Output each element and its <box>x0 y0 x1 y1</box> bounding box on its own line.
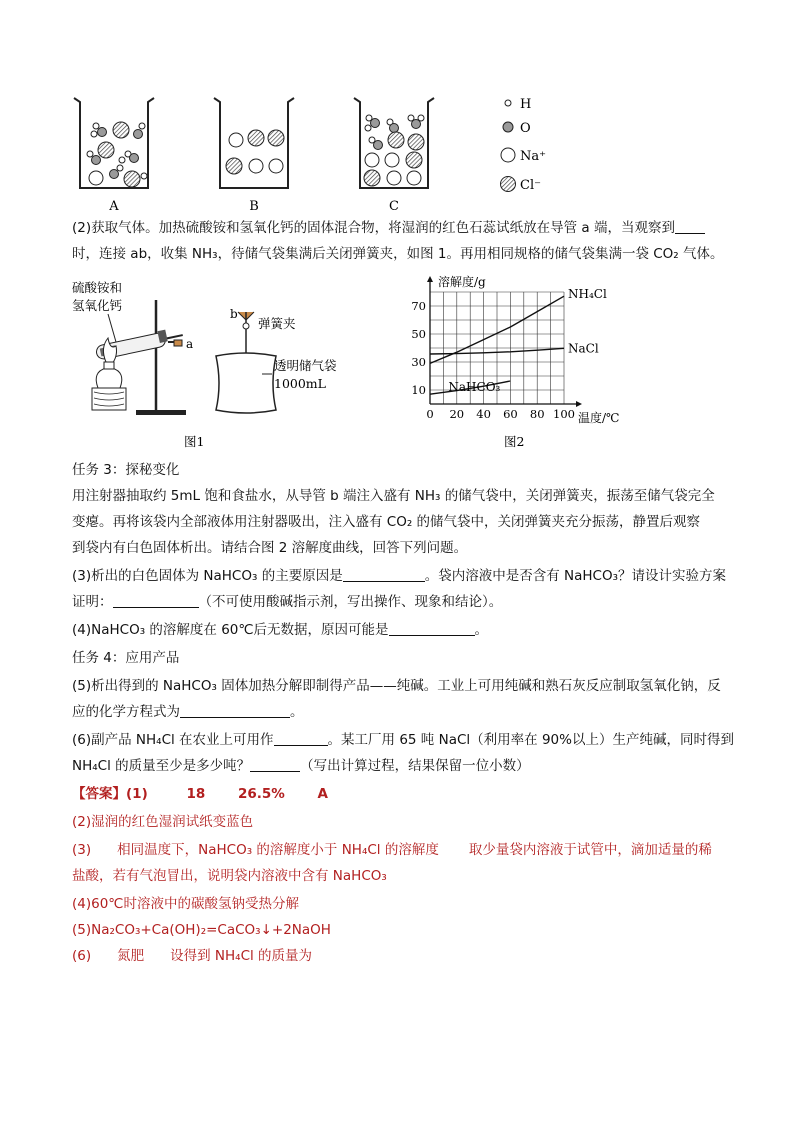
y-tick-label: 70 <box>411 299 426 313</box>
chloride-ion-icon <box>501 177 516 192</box>
oxygen-atom-icon <box>503 122 513 132</box>
q3-line-2: 证明： （不可使用酸碱指示剂，写出操作、现象和结论）。 <box>72 594 503 610</box>
beaker-a <box>74 98 154 188</box>
series-label-3: NaHCO₃ <box>448 380 501 395</box>
series-label-1: NH₄Cl <box>568 287 607 302</box>
x-tick-label: 60 <box>503 407 518 421</box>
answer-5: (5)Na₂CO₃+Ca(OH)₂=CaCO₃↓+2NaOH <box>72 922 331 938</box>
bag-label-line-2: 1000mL <box>274 376 326 391</box>
iron-stand-base <box>136 410 186 415</box>
q5-blank <box>180 703 290 718</box>
q2-blank <box>675 219 705 234</box>
task-3-paragraph-2: 变瘪。再将该袋内全部液体用注射器吸出，注入盛有 CO₂ 的储气袋中，关闭弹簧夹充分振荡，静置后观察 <box>72 514 701 530</box>
x-tick-label: 0 <box>426 407 434 421</box>
answer-3-line-2: 盐酸，若有气泡冒出，说明袋内溶液中含有 NaHCO₃ <box>72 868 387 884</box>
q2-line-1: (2)获取气体。加热硫酸铵和氢氧化钙的固体混合物，将湿润的红色石蕊试纸放在导管 a 端，当观察到 <box>72 218 705 238</box>
outlet-nozzle <box>174 340 182 346</box>
q3-line-1: (3)析出的白色固体为 NaHCO₃ 的主要原因是 。袋内溶液中是否含有 NaHCO₃？请设计实验方案 <box>72 568 726 584</box>
q6-line-2: NH₄Cl 的质量至少是多少吨？ （写出计算过程，结果保留一位小数） <box>72 758 530 774</box>
q3-blank-1 <box>343 567 425 582</box>
sodium-ion-icon <box>501 148 515 162</box>
y-tick-label: 10 <box>411 383 426 397</box>
beaker-label-b: B <box>249 199 259 214</box>
beaker-c <box>354 98 434 188</box>
task-3-paragraph-3: 到袋内有白色固体析出。请结合图 2 溶解度曲线，回答下列问题。 <box>72 540 468 556</box>
series-label-2: NaCl <box>568 341 599 356</box>
answer-6: (6) 氮肥 设得到 NH₄Cl 的质量为 <box>72 948 313 964</box>
y-axis-arrow-icon <box>427 276 433 282</box>
port-a-label: a <box>186 337 194 351</box>
q4-line: (4)NaHCO₃ 的溶解度在 60℃后无数据，原因可能是 。 <box>72 622 489 638</box>
figure-1-apparatus <box>66 276 366 452</box>
y-axis-label: 溶解度/g <box>438 275 486 289</box>
alcohol-lamp <box>96 368 122 388</box>
x-tick-label: 100 <box>553 407 575 421</box>
clamp-label: 弹簧夹 <box>258 316 296 331</box>
particle-legend <box>501 97 547 193</box>
figure-2-caption: 图2 <box>504 434 525 449</box>
q6-blank-2 <box>250 757 300 772</box>
reagent-label-line-2: 氢氧化钙 <box>72 298 123 313</box>
x-axis-label: 温度/℃ <box>578 411 620 425</box>
task-3-heading: 任务 3：探秘变化 <box>72 462 180 478</box>
answer-4: (4)60℃时溶液中的碳酸氢钠受热分解 <box>72 896 299 912</box>
q2-line-2: 时，连接 ab，收集 NH₃，待储气袋集满后关闭弹簧夹，如图 1。再用相同规格的储气袋集满一袋 CO₂ 气体。 <box>72 246 724 262</box>
beakers-diagram <box>66 88 566 214</box>
q3-blank-2 <box>113 593 199 608</box>
beaker-b <box>214 98 294 188</box>
hydrogen-atom-icon <box>505 100 511 106</box>
legend-label-cl: Cl⁻ <box>520 178 541 193</box>
legend-label-o: O <box>520 121 531 136</box>
reagent-label-line-1: 硫酸铵和 <box>72 280 123 295</box>
y-tick-label: 30 <box>411 355 426 369</box>
q6-blank-1 <box>274 731 328 746</box>
answer-2: (2)湿润的红色湿润试纸变蓝色 <box>72 814 254 830</box>
q4-blank <box>389 621 475 636</box>
x-tick-label: 20 <box>449 407 465 421</box>
port-b-label: b <box>230 307 238 321</box>
beaker-label-c: C <box>389 199 399 214</box>
x-tick-label: 40 <box>476 407 491 421</box>
x-axis-arrow-icon <box>576 401 582 407</box>
y-tick-label: 50 <box>411 327 426 341</box>
legend-label-h: H <box>520 97 532 112</box>
beaker-label-a: A <box>109 199 119 214</box>
x-tick-label: 80 <box>529 407 545 421</box>
answer-1: 【答案】(1) 18 26.5% A <box>72 786 328 802</box>
bag-label-line-1: 透明储气袋 <box>274 358 337 373</box>
storage-bag <box>216 353 276 413</box>
task-4-heading: 任务 4：应用产品 <box>72 650 180 666</box>
q6-line-1: (6)副产品 NH₄Cl 在农业上可用作 。某工厂用 65 吨 NaCl（利用率在 90%以上）生产纯碱，同时得到 <box>72 732 734 748</box>
q5-line-1: (5)析出得到的 NaHCO₃ 固体加热分解即制得产品——纯碱。工业上可用纯碱和熟石灰反应制取氢氧化钠，反 <box>72 678 721 694</box>
figure-2-solubility-chart <box>396 272 656 454</box>
task-3-paragraph-1: 用注射器抽取约 5mL 饱和食盐水，从导管 b 端注入盛有 NH₃ 的储气袋中，关闭弹簧夹，振荡至储气袋完全 <box>72 488 715 504</box>
q5-line-2: 应的化学方程式为 。 <box>72 704 304 720</box>
legend-label-na: Na⁺ <box>520 149 546 164</box>
answer-3-line-1: (3) 相同温度下，NaHCO₃ 的溶解度小于 NH₄Cl 的溶解度 取少量袋内溶液于试管中，滴加适量的稀 <box>72 842 712 858</box>
figure-1-caption: 图1 <box>184 434 205 449</box>
